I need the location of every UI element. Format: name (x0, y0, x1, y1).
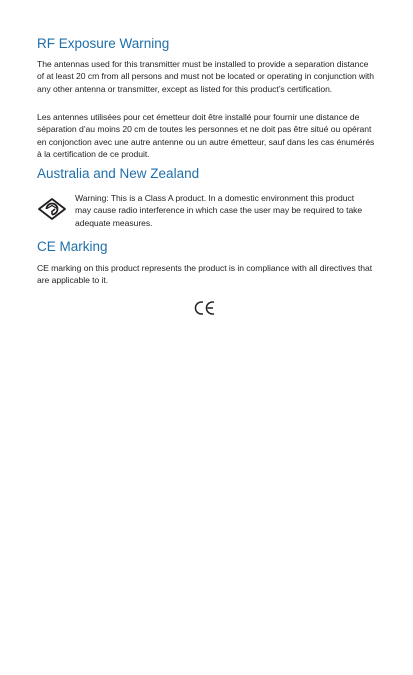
australia-nz-heading: Australia and New Zealand (37, 166, 200, 181)
rf-exposure-heading: RF Exposure Warning (37, 36, 170, 51)
ce-marking-heading: CE Marking (37, 239, 108, 254)
rf-exposure-paragraph-fr: Les antennes utilisées pour cet émetteur doit être installé pour fournir une distance de séparation d’au moins 20 cm de toutes les personnes et ne doit pas être situé ou opérant en conjonction avec une autre antenne ou un autre émetteur, sauf dans les cas énumérés à la certification de ce produit. (37, 112, 375, 160)
class-a-warning (37, 192, 377, 229)
rf-exposure-paragraph-en: The antennas used for this transmitter must be installed to provide a separation distance of at least 20 cm from all persons and must not be located or operating in conjunction with any other antenna or transmitter, except as listed for this product’s certification. (37, 59, 375, 94)
ce-mark-icon (194, 300, 216, 316)
rcm-compliance-icon (37, 197, 67, 221)
ce-marking-paragraph: CE marking on this product represents the product is in compliance with all directives that are applicable to it. (37, 263, 373, 286)
class-a-warning-text: Warning: This is a Class A product. In a domestic environment this product may cause radio interference in which case the user may be required to take adequate measures. (75, 193, 363, 228)
